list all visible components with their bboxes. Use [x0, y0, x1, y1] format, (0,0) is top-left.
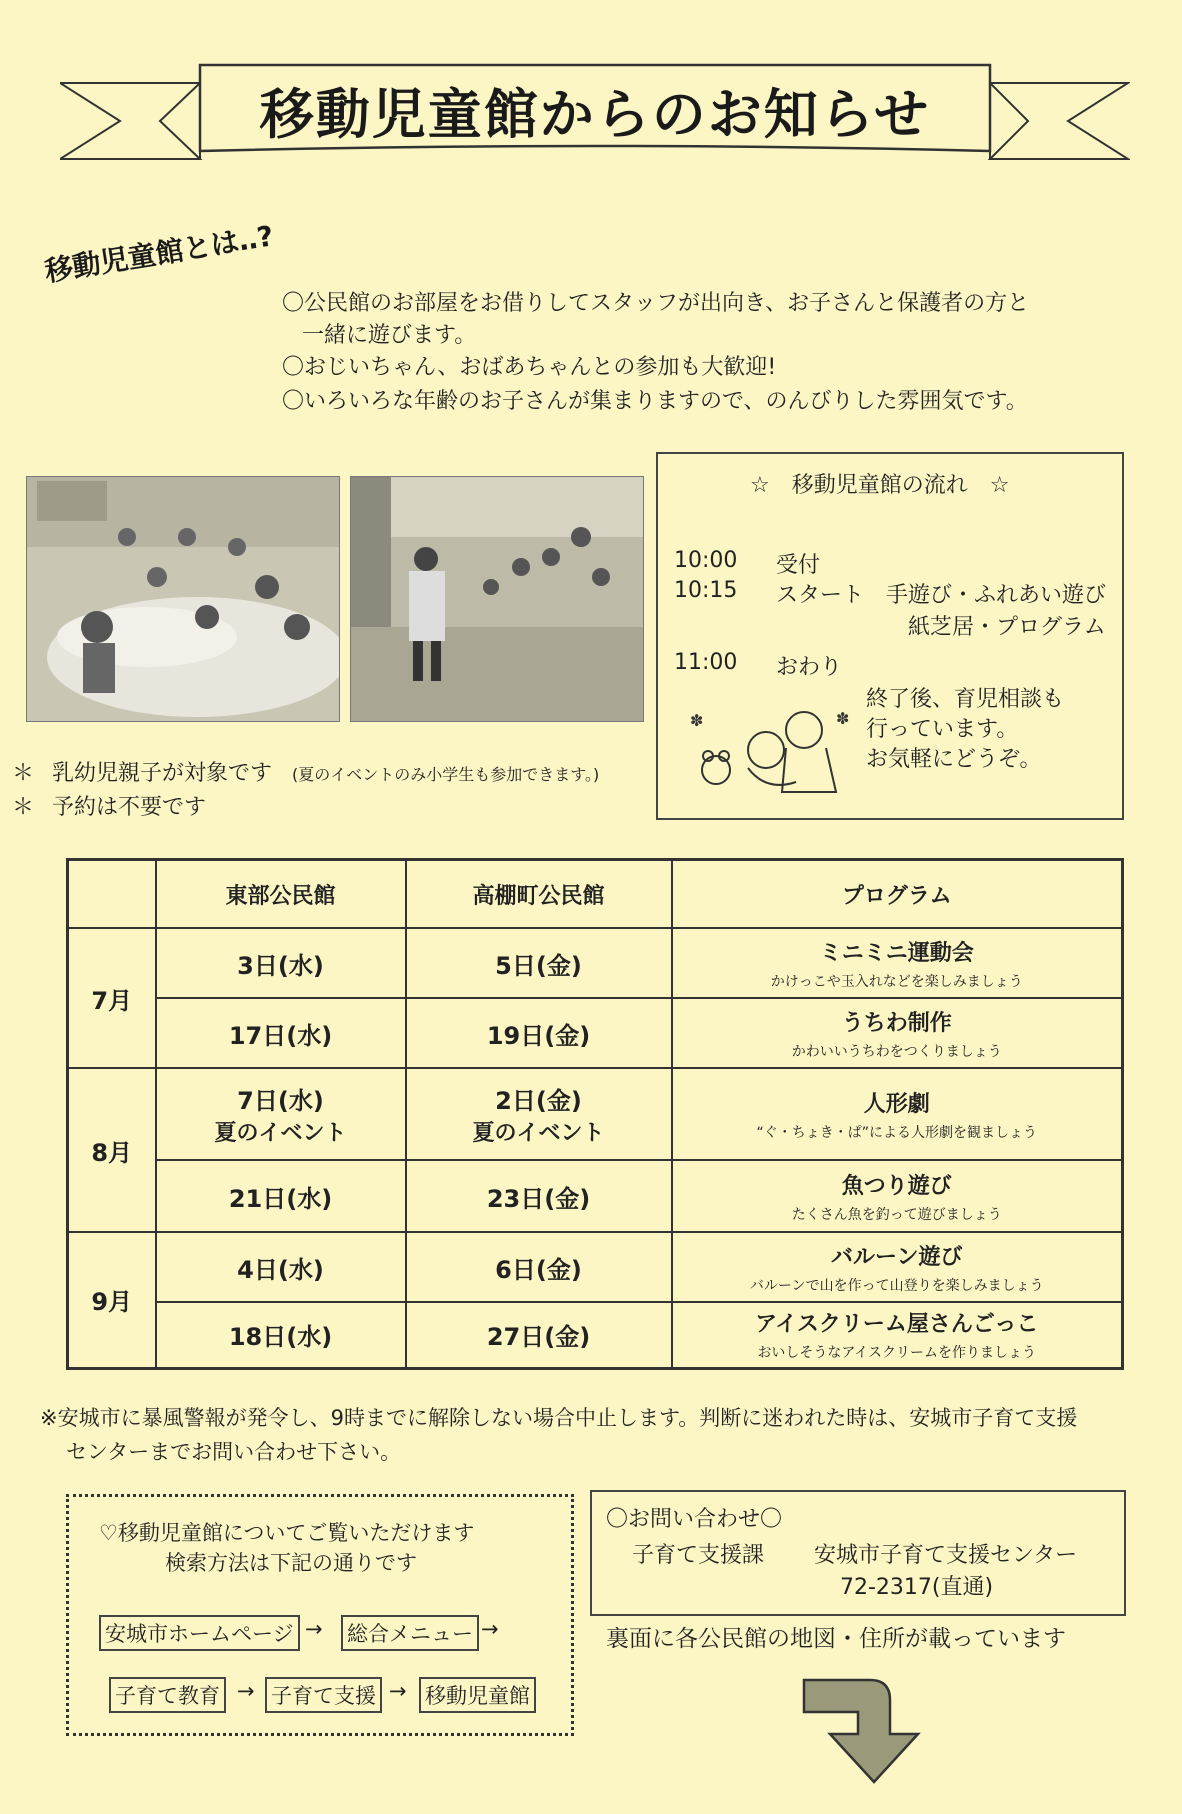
table-row	[68, 928, 1123, 998]
storm-warning-line-1: ※安城市に暴風警報が発令し、9時までに解除しない場合中止します。判断に迷われた時は、安城市子育て支援	[40, 1406, 1078, 1430]
flow-after-1: 終了後、育児相談も	[866, 687, 1065, 712]
header-east: 東部公民館	[156, 860, 406, 929]
curved-down-arrow-icon	[800, 1676, 930, 1786]
search-line-1: ♡移動児童館についてご覧いただけます	[99, 1521, 475, 1545]
takatana-date: 5日(金)	[406, 928, 672, 998]
east-date: 21日(水)	[156, 1160, 406, 1232]
arrow-right-icon: →	[237, 1679, 255, 1703]
note-no-reservation: ＊ 予約は不要です	[12, 795, 207, 820]
search-line-2: 検索方法は下記の通りです	[165, 1551, 417, 1575]
east-date: 17日(水)	[156, 998, 406, 1068]
flow-activity-2: スタート 手遊び・ふれあい遊び	[776, 583, 1107, 608]
east-date: 18日(水)	[156, 1302, 406, 1368]
contact-box	[590, 1490, 1126, 1616]
contact-center: 安城市子育て支援センター	[814, 1543, 1078, 1568]
crumb-mobile-childrens-hall[interactable]: 移動児童館	[419, 1677, 536, 1713]
table-row	[68, 1232, 1123, 1302]
about-heading: 移動児童館とは‥?	[42, 219, 276, 289]
crumb-city-homepage[interactable]: 安城市ホームページ	[99, 1615, 300, 1651]
month-cell: 9月	[68, 1232, 156, 1368]
program-cell: 人形劇 “ぐ・ちょき・ぱ”による人形劇を観ましょう	[672, 1068, 1123, 1160]
arrow-right-icon: →	[481, 1617, 499, 1641]
svg-text:✽: ✽	[690, 711, 704, 730]
about-line-2: 一緒に遊びます。	[302, 323, 477, 348]
header-program: プログラム	[672, 860, 1123, 929]
flow-activity-1: 受付	[776, 553, 821, 578]
takatana-date: 2日(金) 夏のイベント	[406, 1068, 672, 1160]
program-cell: ミニミニ運動会 かけっこや玉入れなどを楽しみましょう	[672, 928, 1123, 998]
flow-after-2: 行っています。	[866, 717, 1019, 742]
flow-activity-2b: 紙芝居・プログラム	[908, 615, 1106, 640]
contact-phone[interactable]: 72-2317(直通)	[840, 1575, 994, 1600]
photo-children-playing	[26, 476, 340, 722]
east-date: 7日(水) 夏のイベント	[156, 1068, 406, 1160]
table-row	[68, 998, 1123, 1068]
flow-time-3: 11:00	[674, 650, 738, 675]
header-takatana: 高棚町公民館	[406, 860, 672, 929]
flow-time-1: 10:00	[674, 548, 738, 573]
note-target: ＊ 乳幼児親子が対象です (夏のイベントのみ小学生も参加できます。)	[12, 761, 600, 786]
svg-text:✽: ✽	[836, 709, 850, 728]
about-line-1: 〇公民館のお部屋をお借りしてスタッフが出向き、お子さんと保護者の方と	[282, 291, 1030, 316]
table-row	[68, 1160, 1123, 1232]
program-cell: アイスクリーム屋さんごっこ おいしそうなアイスクリームを作りましょう	[672, 1302, 1123, 1368]
about-line-3: 〇おじいちゃん、おばあちゃんとの参加も大歓迎!	[282, 355, 777, 380]
crumb-childcare-support[interactable]: 子育て支援	[265, 1677, 382, 1713]
arrow-right-icon: →	[305, 1617, 323, 1641]
about-line-4: 〇いろいろな年齢のお子さんが集まりますので、のんびりした雰囲気です。	[282, 389, 1028, 414]
contact-dept: 子育て支援課	[632, 1543, 765, 1568]
takatana-date: 6日(金)	[406, 1232, 672, 1302]
flow-after-3: お気軽にどうぞ。	[866, 747, 1042, 772]
flow-box	[656, 452, 1124, 820]
month-cell: 8月	[68, 1068, 156, 1232]
header-month	[68, 860, 156, 929]
flow-activity-3: おわり	[776, 655, 843, 680]
program-cell: 魚つり遊び たくさん魚を釣って遊びましょう	[672, 1160, 1123, 1232]
program-cell: バルーン遊び バルーンで山を作って山登りを楽しみましょう	[672, 1232, 1123, 1302]
east-date: 4日(水)	[156, 1232, 406, 1302]
east-date: 3日(水)	[156, 928, 406, 998]
contact-title: 〇お問い合わせ〇	[606, 1507, 783, 1532]
crumb-childcare-education[interactable]: 子育て教育	[109, 1677, 226, 1713]
storm-warning-line-2: センターまでお問い合わせ下さい。	[66, 1440, 402, 1464]
table-row	[68, 1302, 1123, 1368]
table-row	[68, 1068, 1123, 1160]
arrow-right-icon: →	[389, 1679, 407, 1703]
flow-title: ☆ 移動児童館の流れ ☆	[750, 473, 1010, 498]
month-cell: 7月	[68, 928, 156, 1068]
takatana-date: 23日(金)	[406, 1160, 672, 1232]
search-instructions-box	[66, 1494, 574, 1736]
crumb-general-menu[interactable]: 総合メニュー	[341, 1615, 479, 1651]
photo-room-activity	[350, 476, 644, 722]
page-title: 移動児童館からのお知らせ	[259, 83, 931, 146]
table-header-row	[68, 860, 1123, 929]
schedule-table	[66, 858, 1124, 1370]
kids-illustration-icon	[686, 700, 856, 800]
back-page-note: 裏面に各公民館の地図・住所が載っています	[606, 1626, 1066, 1652]
flow-time-2: 10:15	[674, 578, 738, 603]
program-cell: うちわ制作 かわいいうちわをつくりましょう	[672, 998, 1123, 1068]
takatana-date: 27日(金)	[406, 1302, 672, 1368]
takatana-date: 19日(金)	[406, 998, 672, 1068]
